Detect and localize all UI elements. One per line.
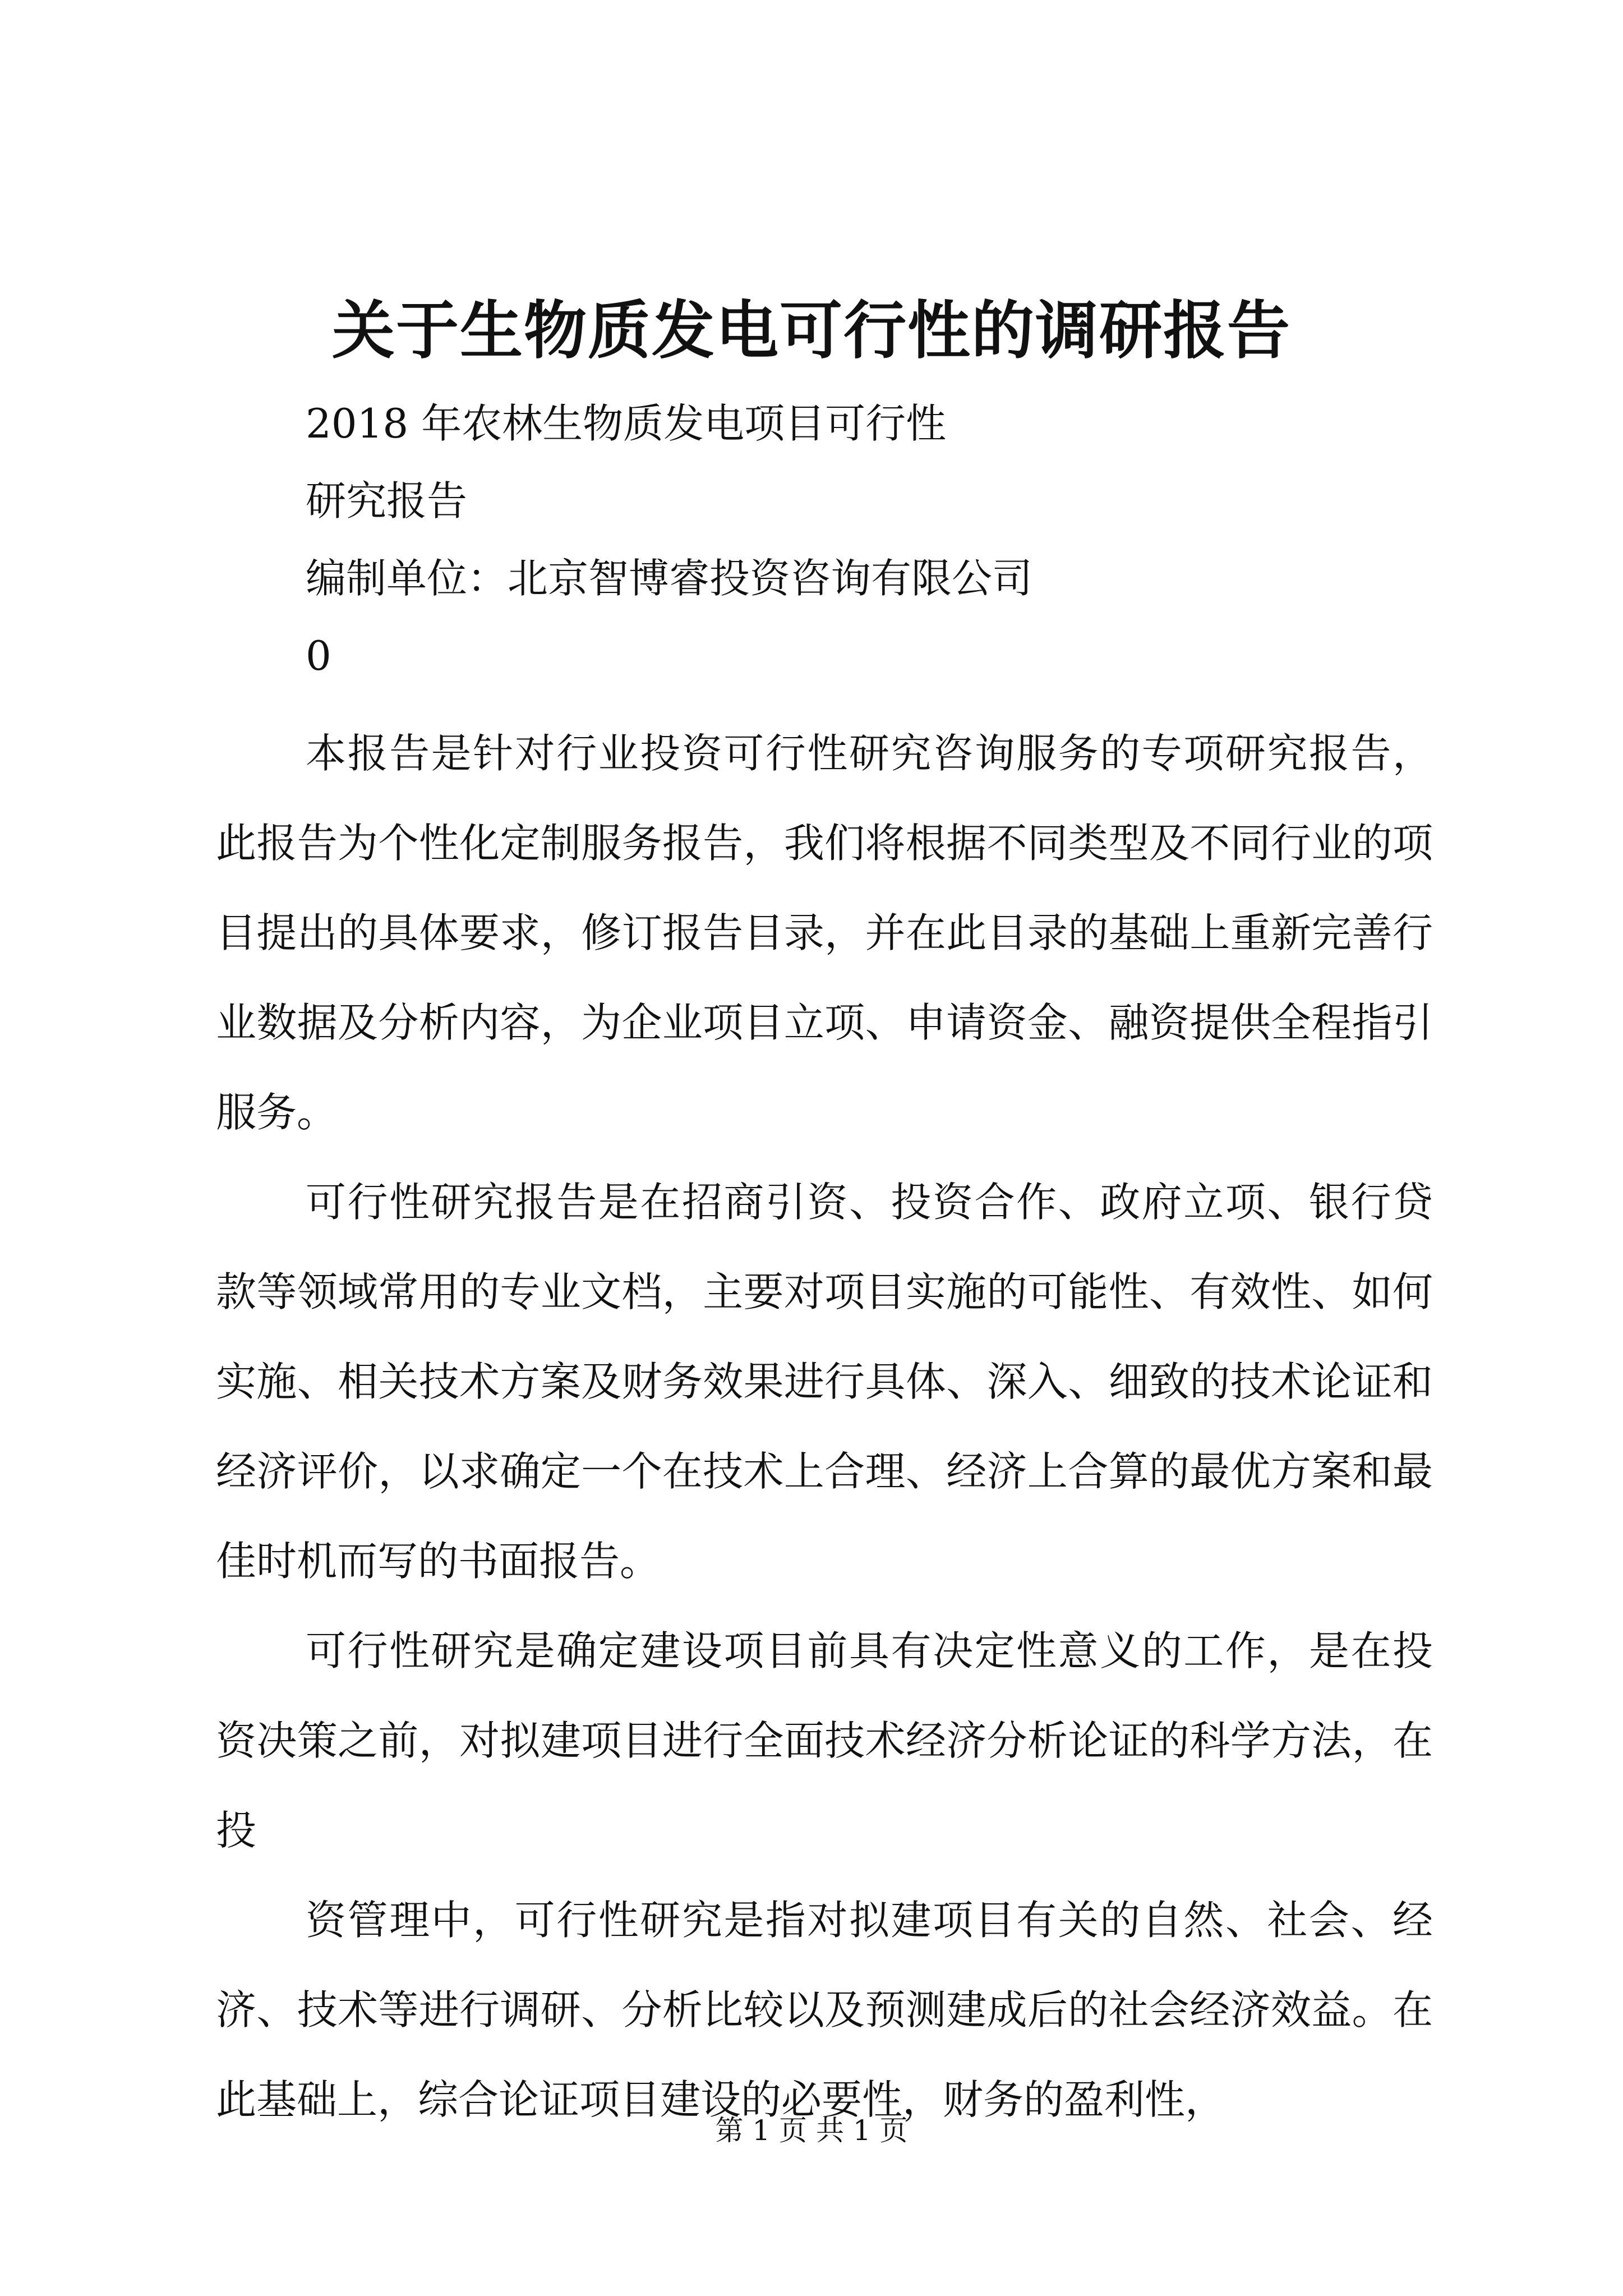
page-number-zero: 0 — [306, 632, 331, 679]
paragraph-report-scope: 本报告是针对行业投资可行性研究咨询服务的专项研究报告，此报告为个性化定制服务报告，我们将根据不同类型及不同行业的项目提出的具体要求，修订报告目录，并在此目录的基础上重新完善行业数据及分析内容，为企业项目立项、申请资金、融资提供全程指引服务。 — [216, 730, 1433, 1136]
document-body — [216, 708, 1433, 2145]
page-footer: 第 1 页 共 1 页 — [715, 2114, 908, 2147]
paragraph-feasibility-report-definition: 可行性研究报告是在招商引资、投资合作、政府立项、银行贷款等领域常用的专业文档，主要对项目实施的可能性、有效性、如何实施、相关技术方案及财务效果进行具体、深入、细致的技术论证和经济评价，以求确定一个在技术上合理、经济上合算的最优方案和最佳时机而写的书面报告。 — [216, 1179, 1433, 1585]
compiling-unit-line: 编制单位：北京智博睿投资咨询有限公司 — [306, 555, 1033, 602]
subtitle-line-2: 研究报告 — [306, 477, 468, 524]
subtitle-line-1: 2018 年农林生物质发电项目可行性 — [306, 400, 947, 447]
document-title: 关于生物质发电可行性的调研报告 — [332, 294, 1291, 367]
paragraph-feasibility-study-importance: 可行性研究是确定建设项目前具有决定性意义的工作，是在投资决策之前，对拟建项目进行全面技术经济分析论证的科学方法，在投 — [216, 1627, 1433, 1854]
paragraph-investment-management: 资管理中，可行性研究是指对拟建项目有关的自然、社会、经济、技术等进行调研、分析比较以及预测建成后的社会经济效益。在此基础上，综合论证项目建设的必要性，财务的盈利性， — [216, 1897, 1433, 2123]
